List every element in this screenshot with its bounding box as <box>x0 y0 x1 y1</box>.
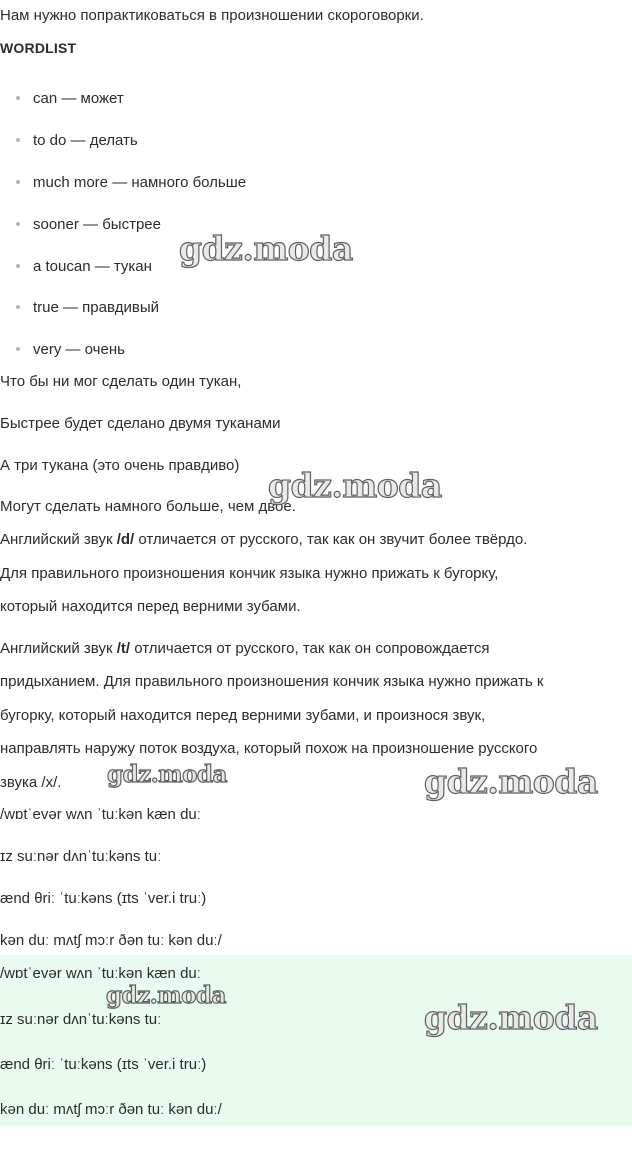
wordlist-entry: to do — делать <box>33 132 138 149</box>
watermark-logo: gdz.moda <box>424 998 598 1037</box>
t-sound-line: придыханием. Для правильного произношения кончик языка нужно прижать к <box>0 673 544 690</box>
d-sound-line: который находится перед верними зубами. <box>0 598 301 615</box>
t-sound-rest: отличается от русского, так как он сопровождается <box>130 640 490 657</box>
bullet-icon <box>16 222 20 226</box>
bullet-icon <box>16 96 20 100</box>
transcription-line: kən duː mʌtʃ mɔːr ðən tuː kən duː/ <box>0 932 222 949</box>
bullet-icon <box>16 347 20 351</box>
bullet-icon <box>16 180 20 184</box>
translation-line: Что бы ни мог сделать один тукан, <box>0 373 242 390</box>
d-sound-prefix: Английский звук <box>0 531 117 548</box>
transcription-line: ænd θriː ˈtuːkəns (ɪts ˈver.i truː) <box>0 890 207 907</box>
translation-line: Могут сделать намного больше, чем двое. <box>0 498 296 515</box>
bullet-icon <box>16 138 20 142</box>
t-sound-line: бугорку, который находится перед верними зубами, и произнося звук, <box>0 707 486 724</box>
transcription-line: ɪz suːnər dʌnˈtuːkəns tuː <box>0 1011 162 1028</box>
d-sound-rest: отличается от русского, так как он звучит более твёрдо. <box>134 531 528 548</box>
wordlist-heading: WORDLIST <box>0 40 77 56</box>
d-sound-line: Для правильного произношения кончик языка нужно прижать к бугорку, <box>0 565 499 582</box>
list-item <box>16 341 125 358</box>
wordlist-entry: sooner — быстрее <box>33 216 161 233</box>
wordlist-entry: much more — намного больше <box>33 174 247 191</box>
watermark-logo: gdz.moda <box>179 229 353 268</box>
watermark-logo: gdz.moda <box>268 466 442 505</box>
wordlist-entry: true — правдивый <box>33 299 160 316</box>
d-sound-symbol: /d/ <box>116 531 135 548</box>
t-sound-line: звука /х/. <box>0 774 62 791</box>
transcription-line: ænd θriː ˈtuːkəns (ɪts ˈver.i truː) <box>0 1056 207 1073</box>
list-item <box>16 299 159 316</box>
bullet-icon <box>16 305 20 309</box>
list-item <box>16 174 246 191</box>
t-sound-line: направлять наружу поток воздуха, который похож на произношение русского <box>0 740 538 757</box>
bullet-icon <box>16 264 20 268</box>
wordlist-entry: very — очень <box>33 341 125 358</box>
t-sound-symbol: /t/ <box>116 640 131 657</box>
wordlist-entry: a toucan — тукан <box>33 258 152 275</box>
watermark-logo: gdz.moda <box>106 982 226 1009</box>
wordlist-entry: can — может <box>33 90 124 107</box>
d-sound-line <box>0 531 527 548</box>
transcription-line: /wɒtˈevər wʌn ˈtuːkən kæn duː <box>0 965 201 982</box>
translation-line: А три тукана (это очень правдиво) <box>0 457 240 474</box>
list-item <box>16 216 161 233</box>
watermark-logo: gdz.moda <box>424 762 598 801</box>
intro-text: Нам нужно попрактиковаться в произношении скороговорки. <box>0 7 424 24</box>
t-sound-prefix: Английский звук <box>0 640 117 657</box>
transcription-line: /wɒtˈevər wʌn ˈtuːkən kæn duː <box>0 806 201 823</box>
transcription-line: ɪz suːnər dʌnˈtuːkəns tuː <box>0 848 162 865</box>
transcription-line: kən duː mʌtʃ mɔːr ðən tuː kən duː/ <box>0 1101 222 1118</box>
translation-line: Быстрее будет сделано двумя туканами <box>0 415 281 432</box>
watermark-logo: gdz.moda <box>107 761 227 788</box>
t-sound-line <box>0 640 489 657</box>
list-item <box>16 132 138 149</box>
list-item <box>16 90 124 107</box>
list-item <box>16 258 152 275</box>
